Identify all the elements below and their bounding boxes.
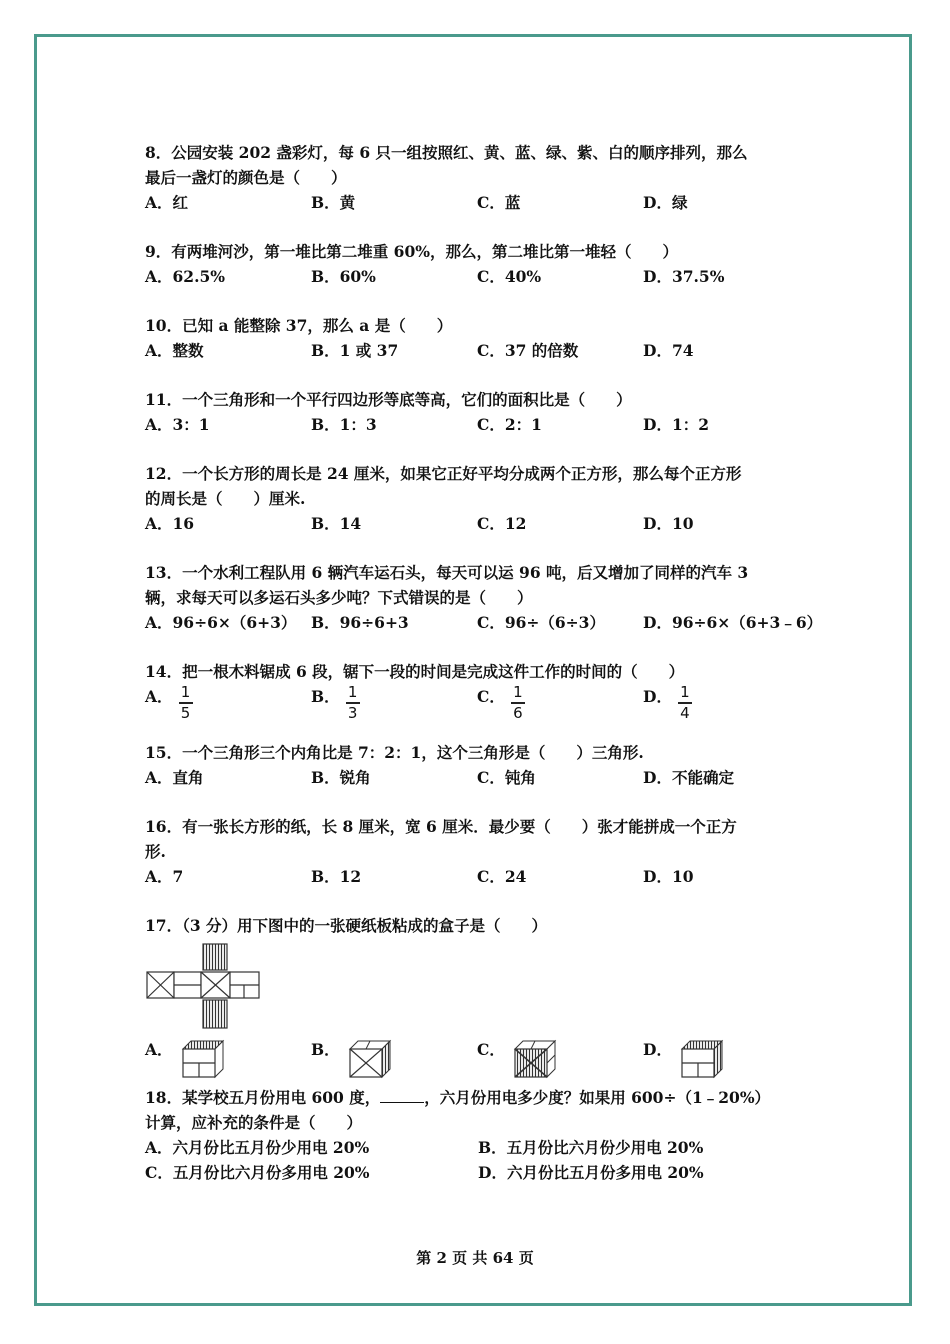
question-9 — [145, 239, 815, 289]
question-11 — [145, 387, 815, 437]
option-label: B． — [311, 687, 340, 706]
options — [145, 1037, 815, 1085]
options — [145, 190, 815, 215]
question-15 — [145, 740, 815, 790]
question-text: 10．已知 a 能整除 37，那么 a 是（ ） — [145, 316, 453, 335]
option-b[interactable]: B．锐角 — [311, 768, 371, 787]
option-d[interactable]: D．不能确定 — [643, 768, 734, 787]
numerator: 1 — [680, 683, 690, 701]
option-c[interactable]: C．蓝 — [477, 193, 521, 212]
option-a[interactable]: A．整数 — [145, 341, 204, 360]
option-d[interactable]: D．74 — [643, 341, 694, 360]
cube-b-icon — [348, 1039, 392, 1079]
option-label: D． — [643, 687, 672, 706]
option-b[interactable]: B．1 或 37 — [311, 341, 399, 360]
fraction — [346, 684, 360, 722]
option-label: D． — [643, 1040, 672, 1059]
page-footer: 第 2 页 共 64 页 — [416, 1249, 534, 1267]
question-17 — [145, 913, 815, 1085]
option-a[interactable] — [145, 1037, 311, 1079]
option-b[interactable]: B．五月份比六月份少用电 20% — [478, 1138, 704, 1157]
fraction — [179, 684, 193, 722]
option-d[interactable] — [643, 684, 809, 722]
question-14 — [145, 659, 815, 728]
question-text — [145, 1085, 815, 1110]
cube-a-icon — [181, 1039, 225, 1079]
option-d[interactable] — [643, 1037, 809, 1079]
option-b[interactable] — [311, 684, 477, 722]
denominator: 4 — [680, 703, 690, 722]
cube-d-icon — [680, 1039, 724, 1079]
option-d[interactable]: D．10 — [643, 867, 694, 886]
options — [145, 412, 815, 437]
option-c[interactable]: C．24 — [477, 867, 527, 886]
options — [145, 765, 815, 790]
option-c[interactable] — [477, 1037, 643, 1079]
option-b[interactable]: B．14 — [311, 514, 362, 533]
option-c[interactable]: C．钝角 — [477, 768, 536, 787]
question-text: 15．一个三角形三个内角比是 7：2：1，这个三角形是（ ）三角形. — [145, 743, 644, 762]
question-text: 8．公园安装 202 盏彩灯，每 6 只一组按照红、黄、蓝、绿、紫、白的顺序排列，那么 — [145, 143, 748, 162]
option-d[interactable]: D．10 — [643, 514, 694, 533]
question-list — [145, 140, 823, 1185]
answer-blank[interactable] — [380, 1088, 424, 1103]
question-prefix: 18．某学校五月份用电 600 度， — [145, 1088, 381, 1107]
option-b[interactable] — [311, 1037, 477, 1079]
cube-net-diagram — [145, 942, 265, 1032]
question-suffix: ，六月份用电多少度？如果用 600÷（1﹣20%） — [424, 1088, 771, 1107]
denominator: 6 — [513, 703, 523, 722]
option-b[interactable]: B．12 — [311, 867, 362, 886]
question-text: 计算，应补充的条件是（ ） — [145, 1113, 363, 1132]
option-c[interactable]: C．五月份比六月份多用电 20% — [145, 1163, 370, 1182]
option-c[interactable]: C．37 的倍数 — [477, 341, 579, 360]
question-8 — [145, 140, 815, 215]
numerator: 1 — [347, 683, 358, 701]
question-text: 最后一盏灯的颜色是（ ） — [145, 168, 347, 187]
question-text: 辆，求每天可以多运石头多少吨？下式错误的是（ ） — [145, 588, 533, 607]
option-a[interactable]: A．96÷6×（6+3） — [145, 613, 297, 632]
options — [145, 511, 815, 536]
option-c[interactable]: C．40% — [477, 267, 542, 286]
option-d[interactable]: D．绿 — [643, 193, 688, 212]
options — [145, 864, 815, 889]
option-a[interactable]: A．62.5% — [145, 267, 226, 286]
fraction — [678, 684, 692, 722]
option-a[interactable]: A．红 — [145, 193, 189, 212]
options — [145, 338, 815, 363]
option-a[interactable]: A．六月份比五月份少用电 20% — [145, 1138, 370, 1157]
option-c[interactable]: C．2：1 — [477, 415, 542, 434]
option-label: A． — [145, 687, 173, 706]
option-b[interactable]: B．1：3 — [311, 415, 377, 434]
cube-net-figure — [145, 942, 815, 1037]
denominator: 5 — [180, 703, 191, 722]
numerator: 1 — [180, 683, 191, 701]
option-label: A． — [145, 1040, 173, 1059]
option-d[interactable]: D．96÷6×（6+3﹣6） — [643, 613, 823, 632]
option-d[interactable]: D．1：2 — [643, 415, 710, 434]
cube-c-icon — [513, 1039, 557, 1079]
options-row-2 — [145, 1160, 815, 1185]
options — [145, 684, 815, 728]
question-text: 形. — [145, 842, 166, 861]
option-a[interactable] — [145, 684, 311, 722]
options — [145, 264, 815, 289]
question-text: 13．一个水利工程队用 6 辆汽车运石头，每天可以运 96 吨，后又增加了同样的汽车 3 — [145, 563, 749, 582]
option-c[interactable] — [477, 684, 643, 722]
question-10 — [145, 313, 815, 363]
option-a[interactable]: A．16 — [145, 514, 195, 533]
fraction — [511, 684, 525, 722]
question-text: 11．一个三角形和一个平行四边形等底等高，它们的面积比是（ ） — [145, 390, 632, 409]
option-label: C． — [477, 1040, 505, 1059]
option-c[interactable]: C．12 — [477, 514, 527, 533]
question-12 — [145, 461, 815, 536]
question-18 — [145, 1085, 815, 1185]
option-b[interactable]: B．60% — [311, 267, 376, 286]
options — [145, 610, 823, 635]
option-a[interactable]: A．7 — [145, 867, 184, 886]
option-d[interactable]: D．37.5% — [643, 267, 725, 286]
option-a[interactable]: A．直角 — [145, 768, 204, 787]
question-text: 12．一个长方形的周长是 24 厘米，如果它正好平均分成两个正方形，那么每个正方形 — [145, 464, 742, 483]
denominator: 3 — [347, 703, 358, 722]
option-label: B． — [311, 1040, 340, 1059]
option-b[interactable]: B．黄 — [311, 193, 356, 212]
question-text: 9．有两堆河沙，第一堆比第二堆重 60%，那么，第二堆比第一堆轻（ ） — [145, 242, 678, 261]
option-a[interactable]: A．3：1 — [145, 415, 210, 434]
question-13 — [145, 560, 823, 635]
numerator: 1 — [513, 683, 523, 701]
option-label: C． — [477, 687, 505, 706]
question-16 — [145, 814, 815, 889]
question-text: 17．（3 分）用下图中的一张硬纸板粘成的盒子是（ ） — [145, 916, 548, 935]
option-c[interactable]: C．96÷（6÷3） — [477, 613, 605, 632]
question-text: 的周长是（ ）厘米. — [145, 489, 306, 508]
options-row-1 — [145, 1135, 815, 1160]
question-text: 14．把一根木料锯成 6 段，锯下一段的时间是完成这件工作的时间的（ ） — [145, 662, 685, 681]
option-d[interactable]: D．六月份比五月份多用电 20% — [478, 1163, 704, 1182]
option-b[interactable]: B．96÷6+3 — [311, 613, 409, 632]
question-text: 16．有一张长方形的纸，长 8 厘米，宽 6 厘米．最少要（ ）张才能拼成一个正方 — [145, 817, 737, 836]
